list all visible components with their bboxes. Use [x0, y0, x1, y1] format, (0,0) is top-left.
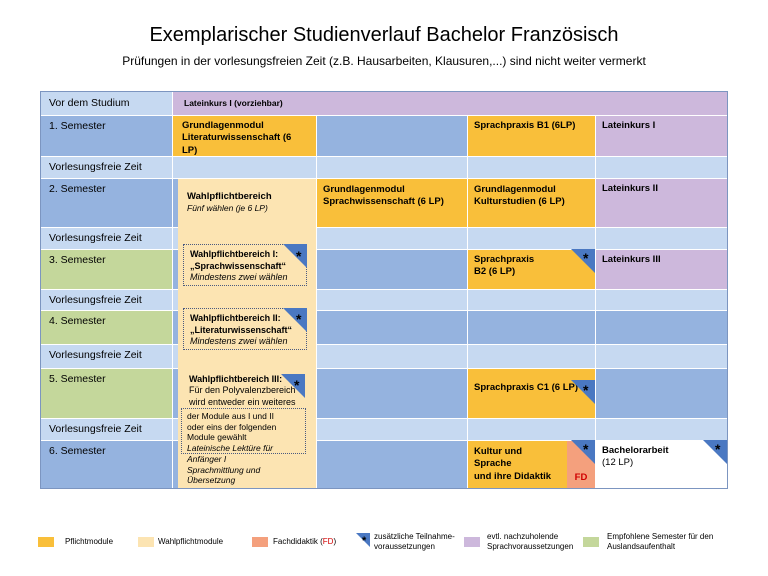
row-label-v5: Vorlesungsfreie Zeit — [41, 418, 172, 440]
module-text-line: Übersetzung — [187, 475, 236, 486]
asterisk-icon: * — [296, 248, 302, 264]
legend-text: Fachdidaktik ( — [273, 537, 323, 546]
grid-line — [41, 440, 178, 441]
legend-swatch-wahl — [138, 537, 154, 547]
module-text-line: wird entweder ein weiteres — [189, 396, 296, 407]
wahlpflichtbereich-3-box — [181, 408, 306, 454]
wahlpflichtbereich-header — [178, 186, 316, 226]
grid-line — [41, 178, 727, 179]
grid-line — [316, 418, 727, 419]
prerequisite-corner-icon — [283, 308, 307, 332]
module-lateinkurs-1: Lateinkurs I — [595, 115, 727, 156]
grid-line — [467, 115, 468, 488]
grid-line — [316, 368, 727, 369]
asterisk-icon: * — [583, 441, 589, 457]
asterisk-icon: * — [715, 441, 721, 457]
row-label-s5: 5. Semester — [41, 368, 172, 418]
legend-text: Empfohlene Semester für den — [607, 532, 714, 541]
grid-line — [41, 156, 727, 157]
asterisk-icon: * — [294, 377, 300, 393]
row-label-s1: 1. Semester — [41, 115, 172, 156]
module-text-line: oder eins der folgenden — [187, 421, 277, 432]
row-label-v2: Vorlesungsfreie Zeit — [41, 227, 172, 249]
prerequisite-corner-icon — [281, 374, 305, 398]
module-grundlagen-kulturstudien — [467, 178, 595, 227]
legend-text: ) — [333, 537, 337, 546]
module-text-line: Grundlagenmodul — [323, 184, 405, 195]
module-text-line: Für den Polyvalenzbereich — [189, 385, 296, 396]
module-lateinkurs-3: Lateinkurs III — [595, 249, 727, 289]
module-text-line: der Module aus I und II — [187, 411, 274, 421]
row-label-v4: Vorlesungsfreie Zeit — [41, 344, 172, 368]
row-label-s2: 2. Semester — [41, 178, 172, 227]
grid-line — [316, 344, 727, 345]
module-text-line: Bachelorarbeit — [602, 445, 669, 456]
legend-label-sprachvoraussetzungen — [487, 532, 573, 552]
module-kultur-sprache-didaktik — [467, 440, 567, 488]
row-label-s4: 4. Semester — [41, 310, 172, 344]
legend-text: Sprachvoraussetzungen — [487, 542, 574, 551]
module-grundlagen-sprachwissenschaft — [316, 178, 467, 227]
module-text-line: Literaturwissenschaft (6 LP) — [182, 132, 292, 156]
module-text-line: Grundlagenmodul — [182, 120, 264, 131]
legend-text: FD — [322, 537, 334, 546]
module-text-line: Sprachwissenschaft (6 LP) — [323, 196, 444, 208]
module-text-line: Mindestens zwei wählen — [190, 336, 288, 347]
module-sprachpraxis-c1: Sprachpraxis C1 (6 LP) — [467, 368, 595, 418]
grid-line — [41, 418, 178, 419]
asterisk-icon: * — [583, 250, 589, 266]
legend-text: evtl. nachzuholende — [487, 532, 559, 541]
legend-label-wahl: Wahlpflichtmodule — [158, 537, 224, 546]
module-text-line: Module gewählt — [187, 432, 247, 443]
module-text-line: Wahlpflichtbereich III: — [189, 374, 283, 384]
module-grundlagen-literatur — [172, 115, 316, 156]
module-text-line: Sprachmittlung und — [187, 464, 261, 475]
module-lateinkurs-2: Lateinkurs II — [595, 178, 727, 227]
grid-line — [41, 289, 178, 290]
legend-swatch-pflicht — [38, 537, 54, 547]
grid-line — [41, 227, 178, 228]
legend-swatch-fachdidaktik — [252, 537, 268, 547]
grid-line — [316, 227, 727, 228]
row-label-v1: Vorlesungsfreie Zeit — [41, 156, 172, 178]
grid-line — [41, 344, 178, 345]
legend-text: voraussetzungen — [374, 542, 435, 551]
grid-line — [316, 289, 727, 290]
legend-asterisk-icon: * — [362, 535, 367, 547]
module-text-line: Sprachpraxis — [474, 254, 535, 265]
module-text-line: B2 (6 LP) — [474, 266, 516, 278]
module-text-line: „Literaturwissenschaft“ — [190, 324, 293, 335]
module-text-line: Anfänger I — [187, 454, 227, 464]
stripe-v1 — [172, 156, 727, 178]
grid-line — [41, 368, 178, 369]
grid-line — [316, 310, 727, 311]
row-label-vor: Vor dem Studium — [41, 92, 172, 115]
module-text-line: (12 LP) — [602, 457, 634, 469]
module-text-line: Wahlpflichtbereich II: — [190, 313, 281, 323]
legend-label-auslandsaufenthalt — [607, 532, 713, 552]
grid-line — [316, 440, 727, 441]
legend-text: zusätzliche Teilnahme- — [374, 532, 455, 541]
legend-text: Auslandsaufenthalt — [607, 542, 676, 551]
grid-line — [41, 310, 178, 311]
module-text-line: „Sprachwissenschaft“ — [190, 260, 287, 271]
legend-label-teilnahme — [374, 532, 455, 552]
row-label-s3: 3. Semester — [41, 249, 172, 289]
grid-line — [172, 92, 173, 488]
grid-line — [595, 115, 596, 488]
module-latein1-vorziehbar: Lateinkurs I (vorziehbar) — [172, 92, 727, 115]
legend-swatch-sprachvoraussetzungen — [464, 537, 480, 547]
grid-line — [41, 249, 178, 250]
grid-line — [41, 115, 727, 116]
wpb-title: Wahlpflichtbereich — [187, 191, 272, 202]
asterisk-icon: * — [583, 382, 589, 398]
module-text-line: Kultur und Sprache — [474, 446, 523, 470]
module-text-line: Mindestens zwei wählen — [190, 272, 288, 283]
wpb-subtitle: Fünf wählen (je 6 LP) — [187, 203, 268, 214]
module-text-line: und ihre Didaktik — [474, 470, 552, 482]
fachdidaktik-label: FD — [574, 472, 588, 483]
legend-label-pflicht: Pflichtmodule — [65, 537, 114, 546]
module-text-line: Grundlagenmodul — [474, 184, 556, 195]
wahlpflichtbereich-3-options — [181, 454, 311, 488]
prerequisite-corner-icon — [283, 244, 307, 268]
module-text-line: Wahlpflichtbereich I: — [190, 249, 279, 259]
grid-line — [316, 115, 317, 488]
module-sprachpraxis-b1: Sprachpraxis B1 (6LP) — [467, 115, 595, 156]
asterisk-icon: * — [296, 311, 302, 327]
page-subtitle: Prüfungen in der vorlesungsfreien Zeit (z.B. Hausarbeiten, Klausuren,...) sind nicht weiter vermerkt — [122, 54, 646, 68]
page-title: Exemplarischer Studienverlauf Bachelor Französisch — [149, 24, 619, 46]
module-text-line: Kulturstudien (6 LP) — [474, 196, 565, 208]
legend-swatch-auslandsaufenthalt — [583, 537, 599, 547]
row-label-v3: Vorlesungsfreie Zeit — [41, 289, 172, 310]
legend-label-fachdidaktik — [273, 537, 336, 547]
module-text-line: Lateinische Lektüre für — [187, 442, 273, 453]
row-label-s6: 6. Semester — [41, 440, 172, 488]
grid-line — [316, 249, 727, 250]
